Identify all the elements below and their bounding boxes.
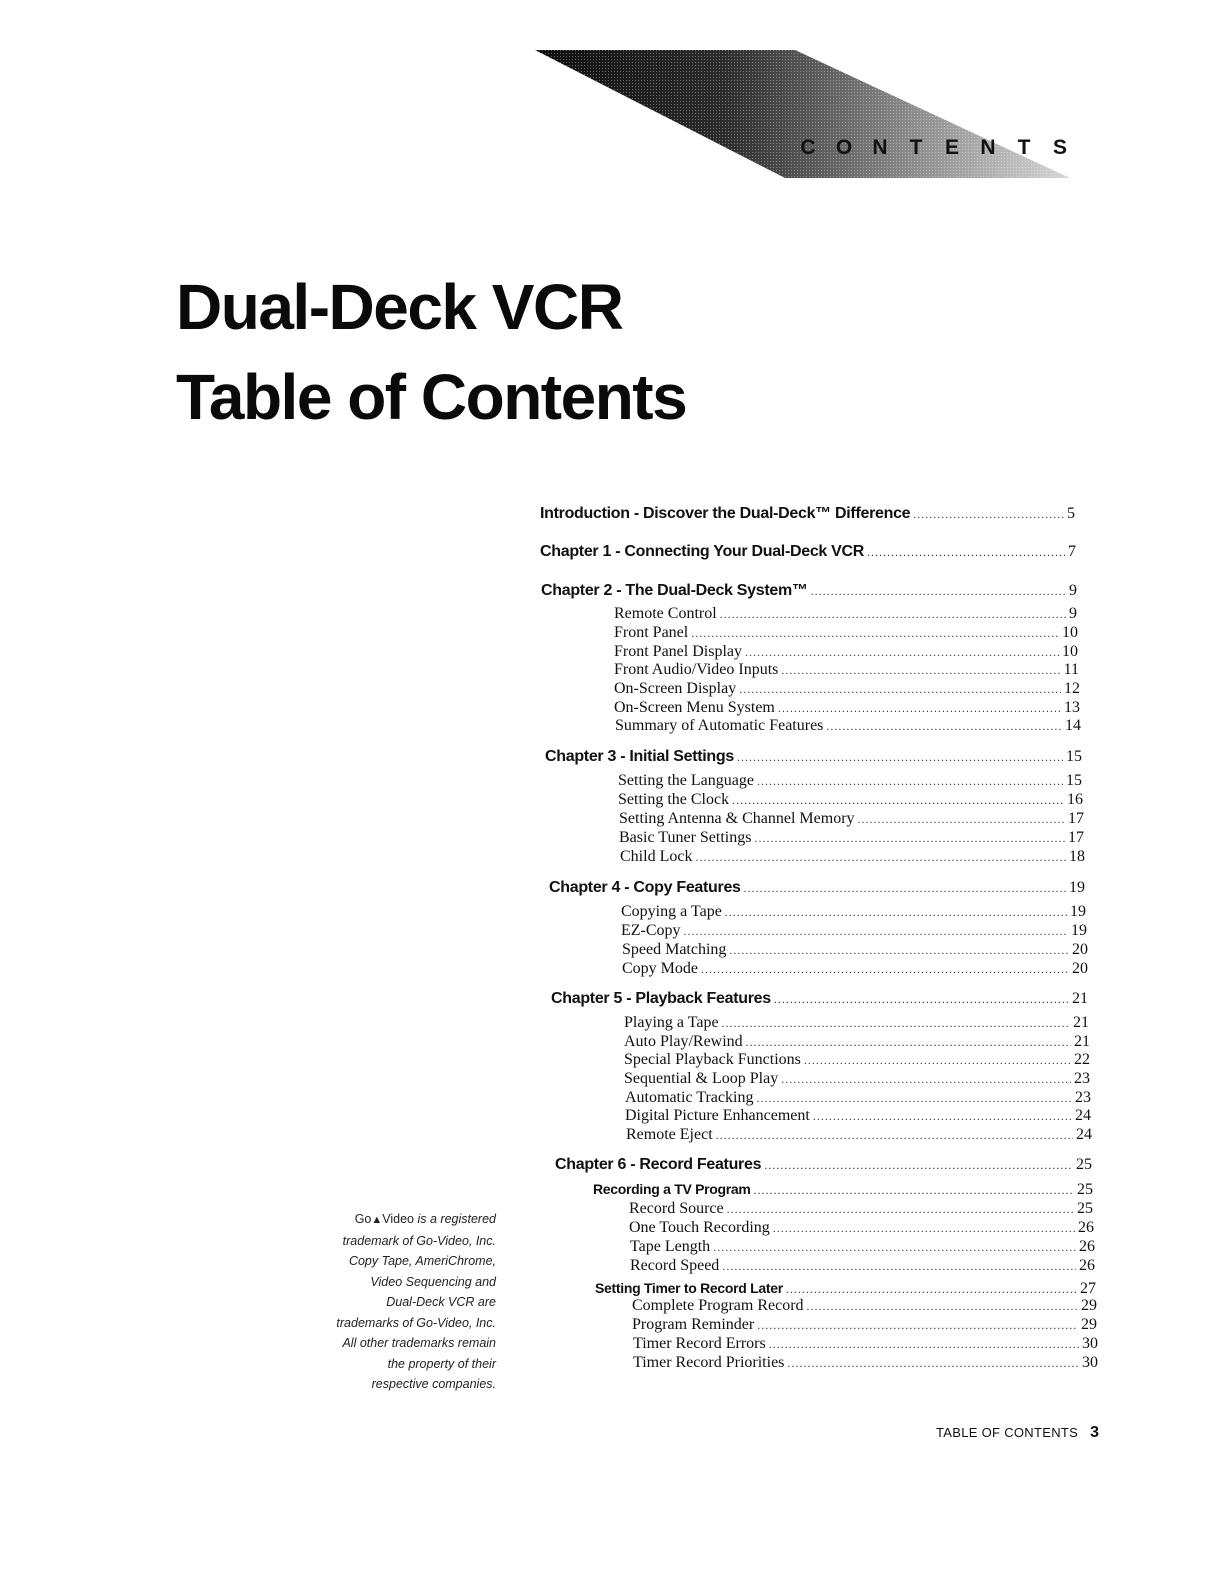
- toc-leader-dots: [754, 1183, 1074, 1198]
- banner-letter: T: [909, 136, 923, 159]
- toc-page-number: 21: [1073, 1014, 1089, 1031]
- toc-entry-copying-tape[interactable]: [621, 903, 1086, 921]
- trademark-notice: [276, 1209, 496, 1395]
- toc-page-number: 9: [1069, 582, 1077, 599]
- toc-entry-label: Program Reminder: [632, 1316, 755, 1333]
- toc-page-number: 17: [1068, 810, 1084, 827]
- toc-leader-dots: [913, 507, 1064, 522]
- toc-page-number: 19: [1070, 903, 1086, 920]
- toc-entry-label: Automatic Tracking: [625, 1089, 754, 1106]
- toc-entry-label: Sequential & Loop Play: [624, 1070, 779, 1087]
- toc-entry-chapter-5[interactable]: [551, 990, 1088, 1008]
- toc-page-number: 10: [1062, 624, 1078, 641]
- toc-page-number: 20: [1072, 960, 1088, 977]
- toc-entry-label: Front Panel Display: [614, 643, 742, 660]
- toc-entry-label: Record Source: [629, 1200, 724, 1217]
- toc-leader-dots: [722, 1016, 1070, 1031]
- toc-entry-label: Recording a TV Program: [593, 1181, 751, 1197]
- toc-leader-dots: [737, 750, 1063, 765]
- toc-entry-label: Chapter 5 - Playback Features: [551, 990, 771, 1007]
- toc-entry-label: Setting the Clock: [618, 791, 730, 808]
- toc-entry-tape-length[interactable]: [630, 1238, 1095, 1256]
- toc-page-number: 21: [1074, 1033, 1090, 1050]
- toc-page-number: 18: [1069, 848, 1085, 865]
- toc-leader-dots: [725, 905, 1067, 920]
- toc-page-number: 20: [1072, 941, 1088, 958]
- toc-entry-label: Chapter 3 - Initial Settings: [545, 748, 734, 765]
- toc-page-number: 19: [1071, 922, 1087, 939]
- toc-leader-dots: [695, 850, 1066, 865]
- toc-page-number: 23: [1075, 1089, 1091, 1106]
- toc-page-number: 30: [1082, 1354, 1098, 1371]
- toc-entry-front-av-inputs[interactable]: [614, 661, 1079, 679]
- toc-page-number: 25: [1076, 1156, 1092, 1173]
- toc-entry-setting-clock[interactable]: [618, 791, 1083, 809]
- toc-entry-digital-picture[interactable]: [625, 1107, 1091, 1125]
- toc-leader-dots: [746, 1035, 1071, 1050]
- toc-leader-dots: [778, 701, 1061, 716]
- toc-leader-dots: [757, 774, 1063, 789]
- toc-entry-label: Remote Control: [614, 605, 717, 622]
- toc-leader-dots: [858, 812, 1065, 827]
- toc-entry-chapter-4[interactable]: [549, 879, 1085, 897]
- toc-entry-label: Timer Record Errors: [633, 1335, 766, 1352]
- banner-letter: S: [1052, 136, 1067, 159]
- toc-leader-dots: [787, 1356, 1079, 1371]
- toc-page-number: 26: [1079, 1257, 1095, 1274]
- footer-section-title: TABLE OF CONTENTS: [936, 1425, 1079, 1440]
- toc-entry-label: Record Speed: [630, 1257, 720, 1274]
- page-title-line2: Table of Contents: [176, 361, 687, 433]
- toc-page-number: 9: [1069, 605, 1077, 622]
- toc-entry-chapter-3[interactable]: [545, 748, 1082, 766]
- toc-leader-dots: [804, 1053, 1071, 1068]
- toc-leader-dots: [701, 962, 1069, 977]
- toc-entry-label: Chapter 2 - The Dual-Deck System™: [541, 582, 808, 599]
- toc-page-number: 17: [1068, 829, 1084, 846]
- toc-entry-label: Setting Timer to Record Later: [595, 1280, 783, 1296]
- trademark-line: trademarks of Go-Video, Inc.: [336, 1315, 496, 1330]
- toc-leader-dots: [722, 1259, 1076, 1274]
- toc-leader-dots: [713, 1240, 1076, 1255]
- toc-entry-front-panel[interactable]: [614, 624, 1078, 642]
- toc-entry-remote-eject[interactable]: [626, 1126, 1092, 1144]
- toc-entry-speed-matching[interactable]: [622, 941, 1088, 959]
- toc-entry-ez-copy[interactable]: [621, 922, 1087, 940]
- toc-entry-copy-mode[interactable]: [622, 960, 1088, 978]
- toc-entry-label: Introduction - Discover the Dual-Deck™ Difference: [540, 505, 911, 522]
- toc-leader-dots: [826, 719, 1062, 734]
- toc-entry-label: Setting Antenna & Channel Memory: [619, 810, 855, 827]
- toc-entry-label: Playing a Tape: [624, 1014, 719, 1031]
- toc-entry-label: On-Screen Menu System: [614, 699, 775, 716]
- toc-entry-summary-automatic-features[interactable]: [615, 717, 1081, 735]
- toc-entry-label: Chapter 1 - Connecting Your Dual-Deck VCR: [540, 543, 865, 560]
- toc-entry-label: Complete Program Record: [632, 1297, 804, 1314]
- toc-entry-label: Chapter 4 - Copy Features: [549, 879, 741, 896]
- toc-leader-dots: [781, 1072, 1071, 1087]
- toc-leader-dots: [691, 626, 1059, 641]
- toc-page-number: 19: [1069, 879, 1085, 896]
- banner-letter: T: [1017, 136, 1031, 159]
- toc-leader-dots: [739, 682, 1061, 697]
- trademark-line: Copy Tape, AmeriChrome,: [348, 1254, 496, 1268]
- toc-page-number: 27: [1080, 1280, 1096, 1297]
- toc-entry-record-speed[interactable]: [630, 1257, 1095, 1275]
- toc-entry-label: Speed Matching: [622, 941, 727, 958]
- toc-page-number: 16: [1067, 791, 1083, 808]
- toc-page-number: 24: [1075, 1107, 1091, 1124]
- toc-leader-dots: [773, 1221, 1075, 1236]
- toc-entry-introduction[interactable]: [540, 505, 1075, 523]
- toc-entry-front-panel-display[interactable]: [614, 643, 1078, 661]
- toc-leader-dots: [811, 584, 1066, 599]
- toc-entry-label: Setting the Language: [618, 772, 754, 789]
- toc-leader-dots: [867, 545, 1065, 560]
- toc-entry-label: EZ-Copy: [621, 922, 681, 939]
- page-footer: [936, 1424, 1099, 1442]
- toc-entry-label: Chapter 6 - Record Features: [555, 1156, 762, 1173]
- toc-entry-setting-language[interactable]: [618, 772, 1082, 790]
- trademark-line: All other trademarks remain: [342, 1336, 496, 1350]
- toc-entry-program-reminder[interactable]: [632, 1316, 1097, 1334]
- toc-page-number: 11: [1063, 661, 1079, 678]
- toc-entry-remote-control[interactable]: [614, 605, 1077, 623]
- toc-entry-chapter-6[interactable]: [555, 1156, 1092, 1174]
- toc-page-number: 23: [1074, 1070, 1090, 1087]
- toc-entry-playing-tape[interactable]: [624, 1014, 1089, 1032]
- banner-letter: N: [872, 136, 888, 159]
- toc-page-number: 21: [1072, 990, 1088, 1007]
- toc-leader-dots: [781, 663, 1060, 678]
- toc-entry-chapter-2[interactable]: [541, 582, 1077, 600]
- toc-leader-dots: [774, 992, 1069, 1007]
- toc-page-number: 13: [1064, 699, 1080, 716]
- toc-entry-label: Special Playback Functions: [624, 1051, 801, 1068]
- toc-page-number: 15: [1066, 772, 1082, 789]
- banner-letter: C: [800, 136, 816, 159]
- banner-letter: E: [944, 136, 959, 159]
- toc-page-number: 10: [1062, 643, 1078, 660]
- toc-leader-dots: [807, 1299, 1078, 1314]
- toc-page-number: 24: [1076, 1126, 1092, 1143]
- toc-entry-auto-play-rewind[interactable]: [624, 1033, 1090, 1051]
- toc-entry-complete-program-record[interactable]: [632, 1297, 1097, 1315]
- banner-letter: N: [980, 136, 996, 159]
- toc-entry-setting-timer[interactable]: [595, 1280, 1096, 1298]
- toc-leader-dots: [729, 943, 1069, 958]
- toc-page-number: 25: [1077, 1200, 1093, 1217]
- toc-leader-dots: [757, 1318, 1078, 1333]
- trademark-line: [276, 1209, 496, 1231]
- toc-entry-label: Tape Length: [630, 1238, 711, 1255]
- toc-entry-label: Copy Mode: [622, 960, 698, 977]
- footer-page-number: 3: [1090, 1424, 1100, 1441]
- toc-leader-dots: [764, 1158, 1073, 1173]
- toc-entry-recording-tv-program[interactable]: [593, 1181, 1093, 1199]
- toc-page-number: 29: [1081, 1297, 1097, 1314]
- toc-entry-chapter-1[interactable]: [540, 543, 1076, 561]
- toc-leader-dots: [720, 607, 1066, 622]
- toc-leader-dots: [756, 1091, 1072, 1106]
- toc-entry-child-lock[interactable]: [620, 848, 1085, 866]
- toc-page-number: 29: [1081, 1316, 1097, 1333]
- toc-page-number: 26: [1079, 1238, 1095, 1255]
- toc-page-number: 15: [1066, 748, 1082, 765]
- page-title-line1: Dual-Deck VCR: [176, 271, 623, 343]
- toc-page-number: 14: [1065, 717, 1081, 734]
- toc-entry-special-playback[interactable]: [624, 1051, 1090, 1069]
- toc-entry-antenna-channel-memory[interactable]: [619, 810, 1084, 828]
- toc-page-number: 7: [1068, 543, 1076, 560]
- toc-entry-label: Auto Play/Rewind: [624, 1033, 743, 1050]
- brand-triangle-icon: ▲: [371, 1214, 383, 1226]
- toc-entry-on-screen-display[interactable]: [614, 680, 1080, 698]
- toc-leader-dots: [716, 1128, 1073, 1143]
- toc-page-number: 30: [1082, 1335, 1098, 1352]
- toc-entry-label: Front Audio/Video Inputs: [614, 661, 779, 678]
- toc-entry-label: Remote Eject: [626, 1126, 713, 1143]
- trademark-line: Video Sequencing and: [370, 1274, 496, 1289]
- toc-entry-label: On-Screen Display: [614, 680, 737, 697]
- toc-entry-label: Basic Tuner Settings: [619, 829, 752, 846]
- toc-page-number: 26: [1078, 1219, 1094, 1236]
- brand-video: Video: [382, 1212, 415, 1226]
- toc-entry-label: Copying a Tape: [621, 903, 722, 920]
- toc-entry-label: Front Panel: [614, 624, 689, 641]
- trademark-line: trademark of Go-Video, Inc.: [342, 1233, 496, 1248]
- toc-entry-timer-record-errors[interactable]: [633, 1335, 1098, 1353]
- trademark-text: is a registered: [414, 1212, 496, 1226]
- toc-entry-timer-record-priorities[interactable]: [633, 1354, 1098, 1372]
- toc-entry-label: Timer Record Priorities: [633, 1354, 785, 1371]
- toc-entry-basic-tuner-settings[interactable]: [619, 829, 1084, 847]
- toc-leader-dots: [769, 1337, 1079, 1352]
- trademark-line: Dual-Deck VCR are: [386, 1295, 496, 1309]
- toc-leader-dots: [684, 924, 1068, 939]
- toc-entry-label: One Touch Recording: [629, 1219, 770, 1236]
- toc-entry-record-source[interactable]: [629, 1200, 1093, 1218]
- toc-leader-dots: [813, 1109, 1072, 1124]
- toc-entry-label: Child Lock: [620, 848, 693, 865]
- toc-entry-automatic-tracking[interactable]: [625, 1089, 1091, 1107]
- toc-page-number: 22: [1074, 1051, 1090, 1068]
- trademark-line: the property of their: [387, 1356, 496, 1371]
- toc-page-number: 12: [1064, 680, 1080, 697]
- toc-entry-on-screen-menu-system[interactable]: [614, 699, 1080, 717]
- toc-leader-dots: [732, 793, 1064, 808]
- toc-leader-dots: [744, 881, 1066, 896]
- brand-go: Go: [354, 1212, 372, 1226]
- toc-entry-label: Digital Picture Enhancement: [625, 1107, 810, 1124]
- banner-letter: O: [835, 136, 853, 159]
- toc-leader-dots: [786, 1282, 1077, 1297]
- toc-page-number: 5: [1067, 505, 1075, 522]
- toc-leader-dots: [727, 1202, 1074, 1217]
- toc-entry-label: Summary of Automatic Features: [615, 717, 824, 734]
- toc-entry-one-touch-recording[interactable]: [629, 1219, 1094, 1237]
- toc-entry-sequential-loop-play[interactable]: [624, 1070, 1090, 1088]
- trademark-line: respective companies.: [371, 1377, 496, 1391]
- toc-leader-dots: [745, 645, 1059, 660]
- toc-leader-dots: [754, 831, 1065, 846]
- toc-page-number: 25: [1077, 1181, 1093, 1198]
